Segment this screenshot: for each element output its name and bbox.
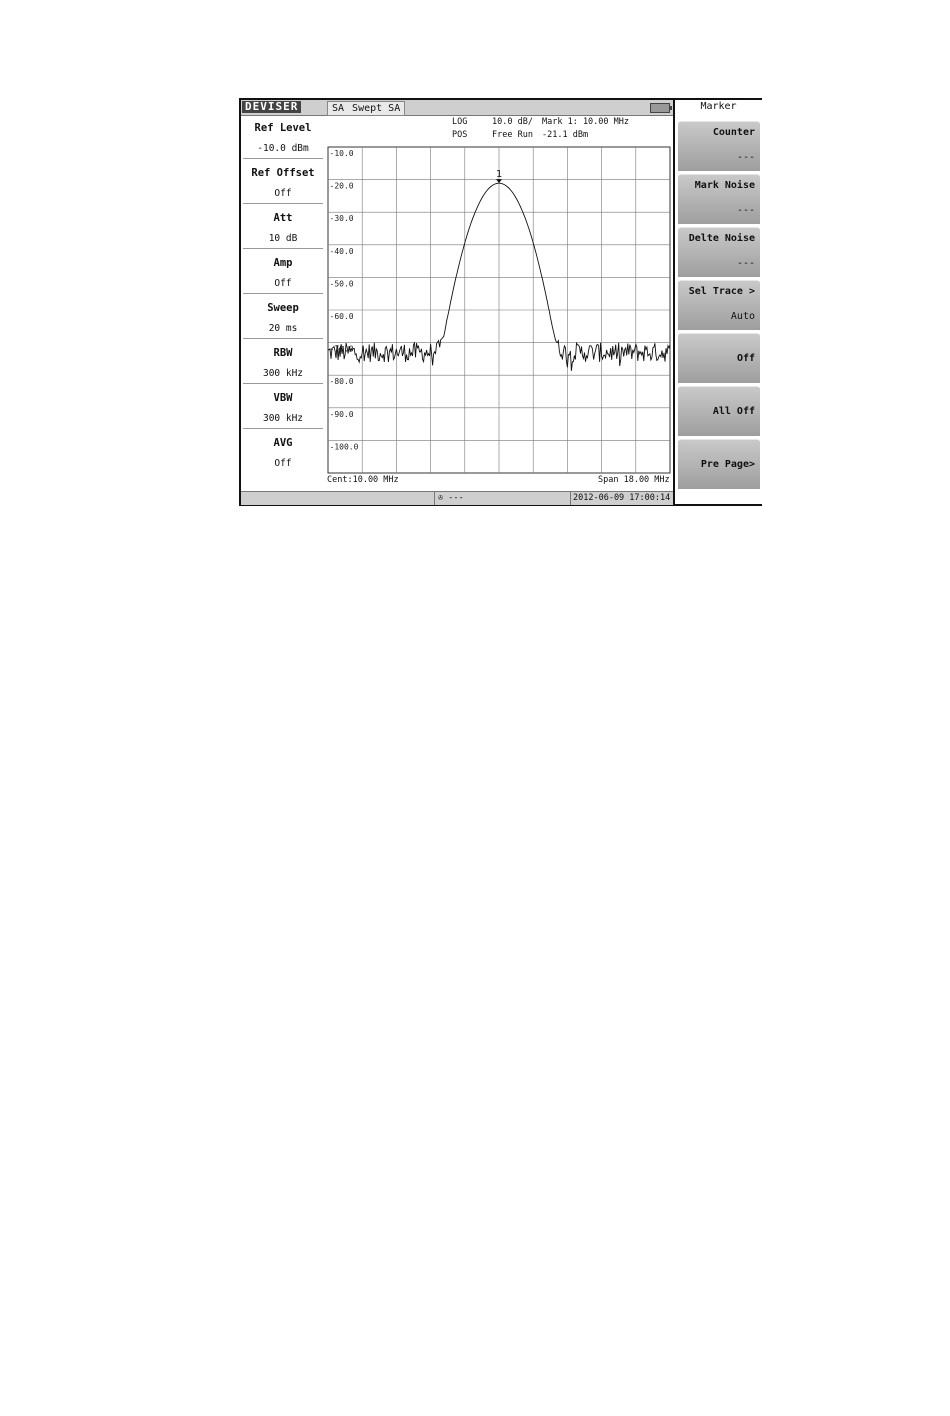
- softkey-counter[interactable]: [678, 121, 760, 171]
- span-label: Span 18.00 MHz: [598, 475, 670, 485]
- probe-value: ---: [448, 493, 464, 503]
- softkey-pre-page[interactable]: [678, 439, 760, 489]
- y-tick-label: -50.0: [329, 279, 354, 289]
- softkey-label: Off: [736, 353, 755, 364]
- menu-title: Marker: [700, 101, 737, 112]
- param-label: VBW: [273, 392, 293, 404]
- param-value: Off: [274, 458, 292, 469]
- softkey-value: ---: [736, 152, 755, 163]
- y-tick-label: -30.0: [329, 214, 354, 224]
- bottom-status-bar: [241, 491, 673, 505]
- param-label: Att: [273, 212, 293, 224]
- gps-icon: ✇: [438, 493, 444, 503]
- param-value: Off: [274, 188, 292, 199]
- detector-mode: POS: [452, 130, 468, 140]
- param-avg[interactable]: [243, 431, 323, 473]
- softkey-off[interactable]: [678, 333, 760, 383]
- param-ref-offset[interactable]: [243, 161, 323, 204]
- param-value: 300 kHz: [262, 368, 304, 379]
- param-value: 300 kHz: [262, 413, 304, 424]
- param-label: Amp: [273, 257, 293, 269]
- status-bar: [241, 100, 673, 116]
- y-tick-label: -10.0: [329, 149, 354, 158]
- y-tick-label: -90.0: [329, 409, 354, 419]
- probe-status: [434, 492, 464, 505]
- marker-label: 1: [496, 169, 503, 181]
- softkey-value: Auto: [730, 311, 755, 322]
- mode-detail: Swept SA: [352, 103, 401, 114]
- y-tick-label: -20.0: [329, 181, 354, 191]
- spectrum-chart[interactable]: [327, 146, 671, 474]
- param-amp[interactable]: [243, 251, 323, 294]
- y-tick-label: -70.0: [329, 344, 354, 354]
- marker-frequency: Mark 1: 10.00 MHz: [542, 117, 629, 127]
- param-label: RBW: [273, 347, 293, 359]
- softkey-panel: [673, 100, 762, 504]
- param-value: 20 ms: [268, 323, 298, 334]
- softkey-label: Counter: [712, 127, 755, 138]
- param-vbw[interactable]: [243, 386, 323, 429]
- param-value: -10.0 dBm: [257, 143, 309, 154]
- softkey-sel-trace[interactable]: [678, 280, 760, 330]
- center-frequency-label: Cent:10.00 MHz: [327, 475, 399, 485]
- param-label: Ref Level: [254, 122, 312, 134]
- param-ref-level[interactable]: [243, 116, 323, 159]
- softkey-value: ---: [736, 205, 755, 216]
- softkey-label: Sel Trace >: [688, 286, 755, 297]
- param-value: Off: [274, 278, 292, 289]
- param-label: Ref Offset: [251, 167, 315, 179]
- softkey-delta-noise[interactable]: [678, 227, 760, 277]
- softkey-label: Delte Noise: [688, 233, 755, 244]
- param-att[interactable]: [243, 206, 323, 249]
- y-tick-label: -60.0: [329, 312, 354, 321]
- softkey-label: Mark Noise: [694, 180, 755, 191]
- scale-per-div: 10.0 dB/: [492, 117, 533, 127]
- softkey-label: All Off: [712, 406, 755, 417]
- softkey-label: Pre Page>: [700, 459, 755, 470]
- param-value: 10 dB: [268, 233, 298, 244]
- spectrum-plot[interactable]: [327, 146, 671, 474]
- date-time: 2012-06-09 17:00:14: [570, 492, 670, 505]
- marker-level: -21.1 dBm: [542, 130, 589, 140]
- param-label: Sweep: [267, 302, 299, 314]
- parameter-panel: [241, 116, 325, 490]
- softkey-all-off[interactable]: [678, 386, 760, 436]
- y-tick-label: -80.0: [329, 377, 354, 387]
- softkey-value: ---: [736, 258, 755, 269]
- y-tick-label: -40.0: [329, 246, 354, 256]
- battery-icon: [650, 103, 670, 113]
- trigger-mode: Free Run: [492, 130, 533, 140]
- y-tick-label: -100.0: [329, 442, 359, 452]
- param-sweep[interactable]: [243, 296, 323, 339]
- param-label: AVG: [273, 437, 293, 449]
- mode-tab[interactable]: [327, 101, 405, 116]
- mode-label: SA: [332, 103, 345, 114]
- brand-logo: DEVISER: [242, 101, 301, 113]
- softkey-mark-noise[interactable]: [678, 174, 760, 224]
- param-rbw[interactable]: [243, 341, 323, 384]
- analyzer-screen: [239, 98, 762, 506]
- scale-type: LOG: [452, 117, 468, 127]
